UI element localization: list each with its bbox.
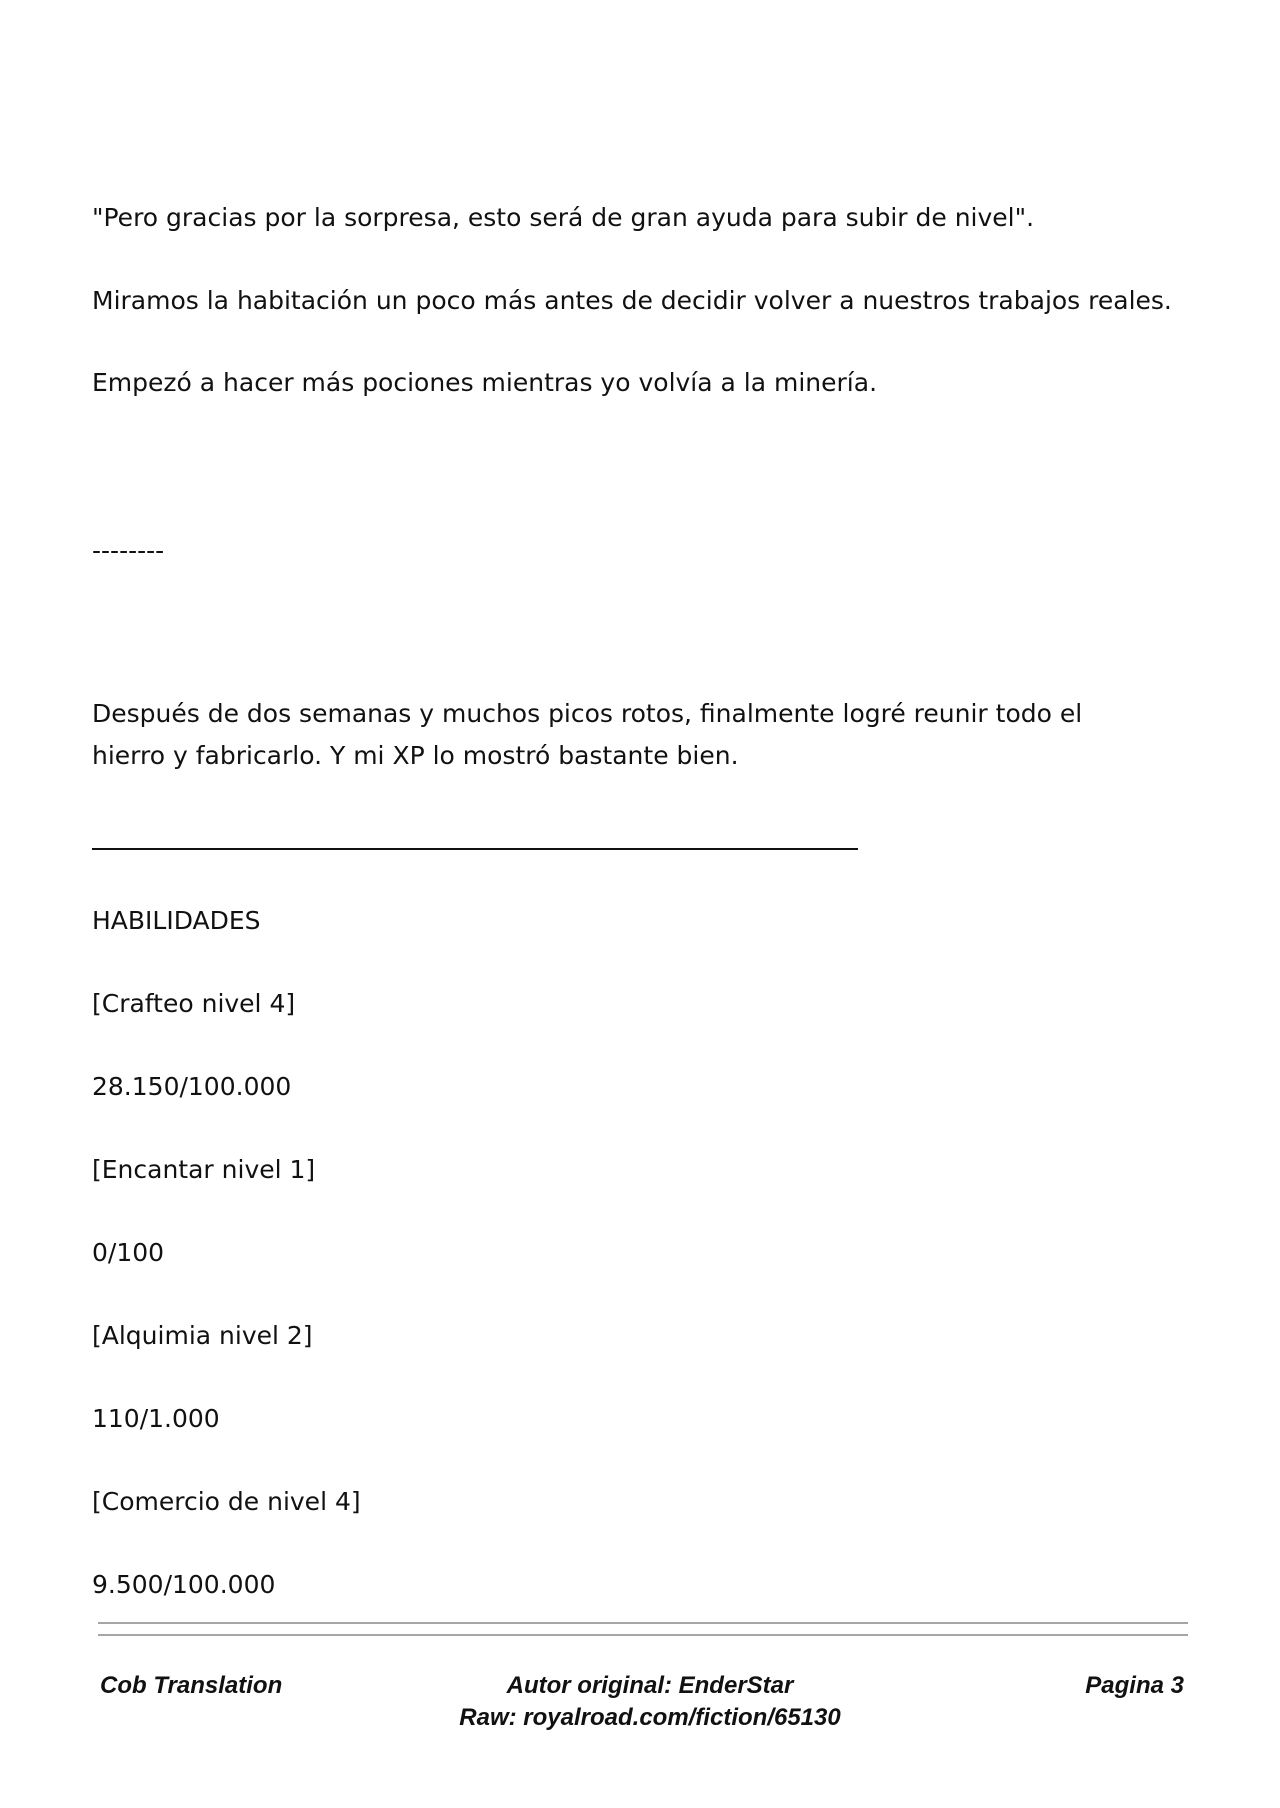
skill-name-1: [Crafteo nivel 4] [92, 989, 296, 1018]
footer-author: Autor original: EnderStar [506, 1672, 794, 1699]
skill-name-2: [Encantar nivel 1] [92, 1155, 316, 1184]
body-line-3: Empezó a hacer más pociones mientras yo volvía a la minería. [92, 368, 878, 397]
skill-name-4: [Comercio de nivel 4] [92, 1487, 361, 1516]
skill-xp-2: 0/100 [92, 1238, 165, 1267]
skill-xp-3: 110/1.000 [92, 1404, 220, 1433]
body-paragraph: Después de dos semanas y muchos picos rotos, finalmente logré reunir todo el hierro y fabricarlo. Y mi XP lo mostró bastante bien. [92, 699, 1083, 770]
footer-credits [390, 1670, 910, 1734]
skill-name-3: [Alquimia nivel 2] [92, 1321, 313, 1350]
body-line-2: Miramos la habitación un poco más antes de decidir volver a nuestros trabajos reales. [92, 286, 1172, 315]
footer-page-number: Pagina 3 [1085, 1672, 1184, 1699]
footer-rule-bottom [98, 1634, 1188, 1636]
status-heading: HABILIDADES [92, 906, 261, 935]
body-line-1: "Pero gracias por la sorpresa, esto será de gran ayuda para subir de nivel". [92, 203, 1035, 232]
footer-translator: Cob Translation [100, 1672, 283, 1699]
footer-raw-source: Raw: royalroad.com/fiction/65130 [459, 1704, 841, 1731]
scene-break: -------- [92, 536, 165, 565]
status-separator-line [92, 848, 858, 850]
footer-rule-top [98, 1622, 1188, 1624]
skill-xp-4: 9.500/100.000 [92, 1570, 276, 1599]
skill-xp-1: 28.150/100.000 [92, 1072, 292, 1101]
